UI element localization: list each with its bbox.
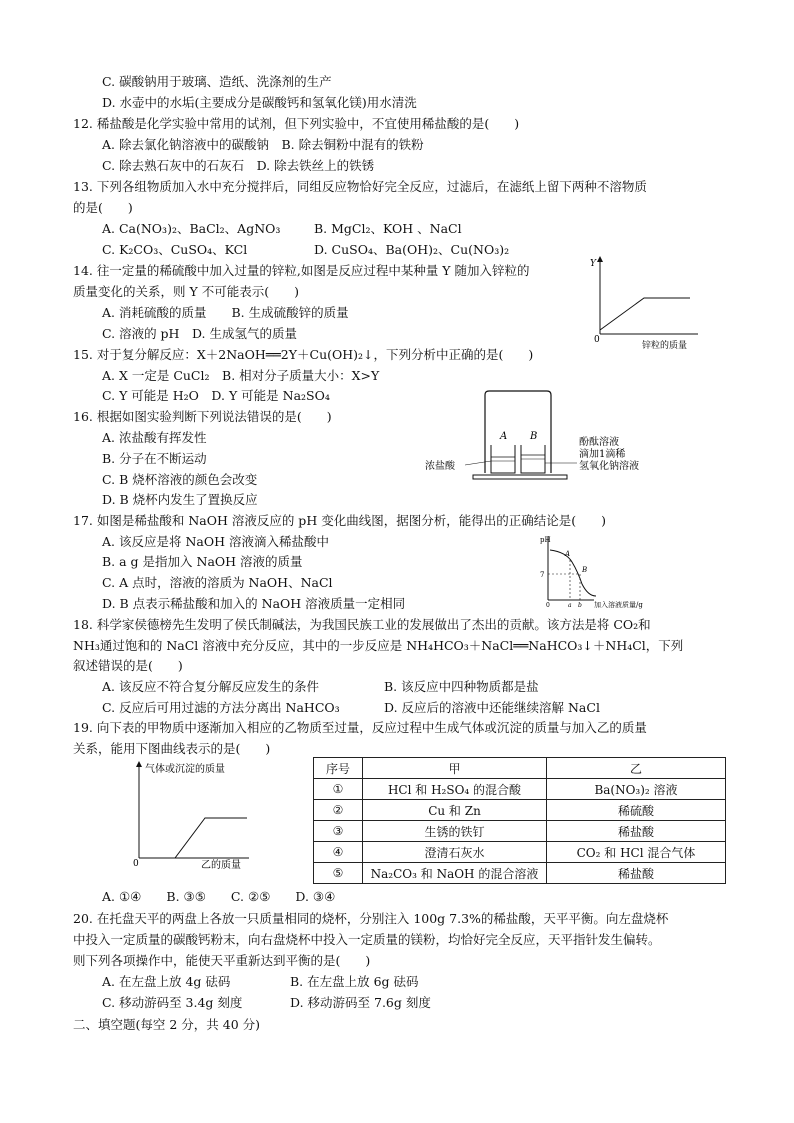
q17-x-tick-a: a — [568, 602, 572, 609]
q19-stem-1: 19. 向下表的甲物质中逐渐加入相应的乙物质至过量，反应过程中生成气体或沉淀的质量与加入乙的质量 — [73, 720, 647, 735]
table-cell: Na₂CO₃ 和 NaOH 的混合溶液 — [363, 863, 547, 884]
right-label-3: 氢氧化钠溶液 — [579, 461, 639, 472]
q17-option-b: B. a g 是指加入 NaOH 溶液的质量 — [102, 554, 303, 569]
q18-option-a: A. 该反应不符合复分解反应发生的条件 — [102, 679, 319, 694]
q20-stem-1: 20. 在托盘天平的两盘上各放一只质量相同的烧杯，分别注入 100g 7.3%的稀盐酸，天平平衡。向左盘烧杯 — [73, 911, 669, 926]
right-label-2: 滴加1滴稀 — [579, 449, 626, 460]
q19-graph — [125, 758, 255, 870]
q17-curve — [550, 550, 596, 596]
q13-option-d: D. CuSO₄、Ba(OH)₂、Cu(NO₃)₂ — [314, 242, 510, 257]
q19-table — [313, 757, 726, 884]
q19-stem-2: 关系，能用下图曲线表示的是( ) — [73, 741, 271, 756]
q14-x-label: 锌粒的质量 — [642, 341, 688, 350]
table-cell: 稀硫酸 — [547, 800, 726, 821]
q18-stem-1: 18. 科学家侯德榜先生发明了侯氏制碱法，为我国民族工业的发展做出了杰出的贡献。该方法是将 CO₂和 — [73, 617, 651, 632]
base-plate — [473, 475, 567, 479]
q19-y-label: 气体或沉淀的质量 — [145, 764, 225, 775]
q14-y-label: Y — [590, 259, 596, 269]
table-cell: 澄清石灰水 — [363, 842, 547, 863]
q14-origin: 0 — [594, 335, 600, 345]
q14-stem-1: 14. 往一定量的稀硫酸中加入过量的锌粒,如图是反应过程中某种量 Y 随加入锌粒的 — [73, 263, 530, 278]
q14-stem-2: 质量变化的关系，则 Y 不可能表示( ) — [73, 284, 299, 299]
table-row — [314, 821, 726, 842]
q16-stem: 16. 根据如图实验判断下列说法错误的是( ) — [73, 409, 332, 424]
table-header-cell: 乙 — [547, 758, 726, 779]
q18-option-b: B. 该反应中四种物质都是盐 — [384, 679, 539, 694]
q14-y-arrow — [597, 256, 603, 262]
q14-options-cd: C. 溶液的 pH D. 生成氢气的质量 — [102, 326, 297, 341]
beaker-a-label: A — [500, 431, 508, 442]
table-row — [314, 800, 726, 821]
q17-ph-graph — [536, 532, 676, 612]
table-row — [314, 842, 726, 863]
q16-option-d: D. B 烧杯内发生了置换反应 — [102, 492, 258, 507]
table-cell: 生锈的铁钉 — [363, 821, 547, 842]
q13-stem-1: 13. 下列各组物质加入水中充分搅拌后，同组反应物恰好完全反应，过滤后，在滤纸上留下两种不溶物质 — [73, 179, 647, 194]
left-label: 浓盐酸 — [425, 461, 455, 472]
table-cell: 稀盐酸 — [547, 821, 726, 842]
table-cell: ② — [314, 800, 363, 821]
q14-options-ab: A. 消耗硫酸的质量 B. 生成硫酸锌的质量 — [102, 305, 349, 320]
q14-curve — [600, 298, 690, 330]
q15-options-cd: C. Y 可能是 H₂O D. Y 可能是 Na₂SO₄ — [102, 388, 330, 403]
q13-option-c: C. K₂CO₃、CuSO₄、KCl — [102, 242, 248, 257]
table-cell: Ba(NO₃)₂ 溶液 — [547, 779, 726, 800]
table-header-cell: 序号 — [314, 758, 363, 779]
q17-option-c: C. A 点时，溶液的溶质为 NaOH、NaCl — [102, 575, 333, 590]
q16-apparatus — [425, 387, 665, 487]
q11-option-c: C. 碳酸钠用于玻璃、造纸、洗涤剂的生产 — [102, 74, 332, 89]
q13-option-a: A. Ca(NO₃)₂、BaCl₂、AgNO₃ — [102, 221, 281, 236]
beaker-b-label: B — [530, 431, 538, 442]
q12-stem: 12. 稀盐酸是化学实验中常用的试剂，但下列实验中，不宜使用稀盐酸的是( ) — [73, 116, 520, 131]
q19-y-arrow — [136, 761, 142, 767]
q20-option-c: C. 移动游码至 3.4g 刻度 — [102, 995, 243, 1010]
beaker-a — [491, 445, 515, 473]
q17-option-a: A. 该反应是将 NaOH 溶液滴入稀盐酸中 — [102, 534, 329, 549]
q17-x-label: 加入溶液质量/g — [594, 601, 643, 609]
q19-x-label: 乙的质量 — [201, 860, 241, 870]
section-2-heading: 二、填空题(每空 2 分，共 40 分) — [73, 1017, 261, 1032]
bell-jar — [485, 391, 551, 473]
q20-option-d: D. 移动游码至 7.6g 刻度 — [290, 995, 431, 1010]
table-cell: CO₂ 和 HCl 混合气体 — [547, 842, 726, 863]
q13-option-b: B. MgCl₂、KOH 、NaCl — [314, 221, 462, 236]
q19-origin: 0 — [133, 859, 139, 869]
q17-point-a: A — [565, 550, 571, 558]
table-row — [314, 863, 726, 884]
right-label-1: 酚酞溶液 — [579, 437, 619, 448]
q18-option-c: C. 反应后可用过滤的方法分离出 NaHCO₃ — [102, 700, 340, 715]
q13-stem-2: 的是( ) — [73, 200, 133, 215]
q17-tick-7: 7 — [540, 571, 545, 579]
q16-option-a: A. 浓盐酸有挥发性 — [102, 430, 207, 445]
table-cell: ① — [314, 779, 363, 800]
q20-option-a: A. 在左盘上放 4g 砝码 — [102, 974, 231, 989]
q12-options-cd: C. 除去熟石灰中的石灰石 D. 除去铁丝上的铁锈 — [102, 158, 375, 173]
q19-options: A. ①④ B. ③⑤ C. ②⑤ D. ③④ — [102, 889, 336, 904]
q17-x-tick-0: 0 — [546, 602, 550, 609]
left-leader — [465, 461, 491, 465]
q17-x-tick-b: b — [578, 602, 582, 609]
table-cell: Cu 和 Zn — [363, 800, 547, 821]
q17-option-d: D. B 点表示稀盐酸和加入的 NaOH 溶液质量一定相同 — [102, 596, 406, 611]
q17-point-b: B — [582, 566, 588, 574]
q20-option-b: B. 在左盘上放 6g 砝码 — [290, 974, 419, 989]
q15-stem: 15. 对于复分解反应：X＋2NaOH══2Y＋Cu(OH)₂↓，下列分析中正确的是( ) — [73, 347, 534, 362]
q17-y-label: pH — [540, 536, 551, 544]
table-cell: ④ — [314, 842, 363, 863]
table-cell: 稀盐酸 — [547, 863, 726, 884]
table-cell: ⑤ — [314, 863, 363, 884]
table-cell: ③ — [314, 821, 363, 842]
q20-stem-3: 则下列各项操作中，能使天平重新达到平衡的是( ) — [73, 953, 371, 968]
table-header-row — [314, 758, 726, 779]
q18-stem-3: 叙述错误的是( ) — [73, 658, 183, 673]
q11-option-d: D. 水壶中的水垢(主要成分是碳酸钙和氢氧化镁)用水清洗 — [102, 95, 417, 110]
table-header-cell: 甲 — [363, 758, 547, 779]
q18-option-d: D. 反应后的溶液中还能继续溶解 NaCl — [384, 700, 600, 715]
q19-curve — [139, 818, 247, 858]
q18-stem-2: NH₃通过饱和的 NaCl 溶液中充分反应，其中的一步反应是 NH₄HCO₃＋NaCl══NaHCO₃↓＋NH₄Cl，下列 — [73, 638, 684, 653]
q16-option-c: C. B 烧杯溶液的颜色会改变 — [102, 472, 258, 487]
q16-option-b: B. 分子在不断运动 — [102, 451, 207, 466]
q14-graph — [586, 254, 702, 350]
table-row — [314, 779, 726, 800]
q12-options-ab: A. 除去氯化钠溶液中的碳酸钠 B. 除去铜粉中混有的铁粉 — [102, 137, 424, 152]
q15-options-ab: A. X 一定是 CuCl₂ B. 相对分子质量大小：X>Y — [102, 368, 380, 383]
q17-stem: 17. 如图是稀盐酸和 NaOH 溶液反应的 pH 变化曲线图，据图分析，能得出的正确结论是( ) — [73, 513, 606, 528]
q20-stem-2: 中投入一定质量的碳酸钙粉末，向右盘烧杯中投入一定质量的镁粉，均恰好完全反应，天平指针发生偏转。 — [73, 932, 661, 947]
table-cell: HCl 和 H₂SO₄ 的混合酸 — [363, 779, 547, 800]
